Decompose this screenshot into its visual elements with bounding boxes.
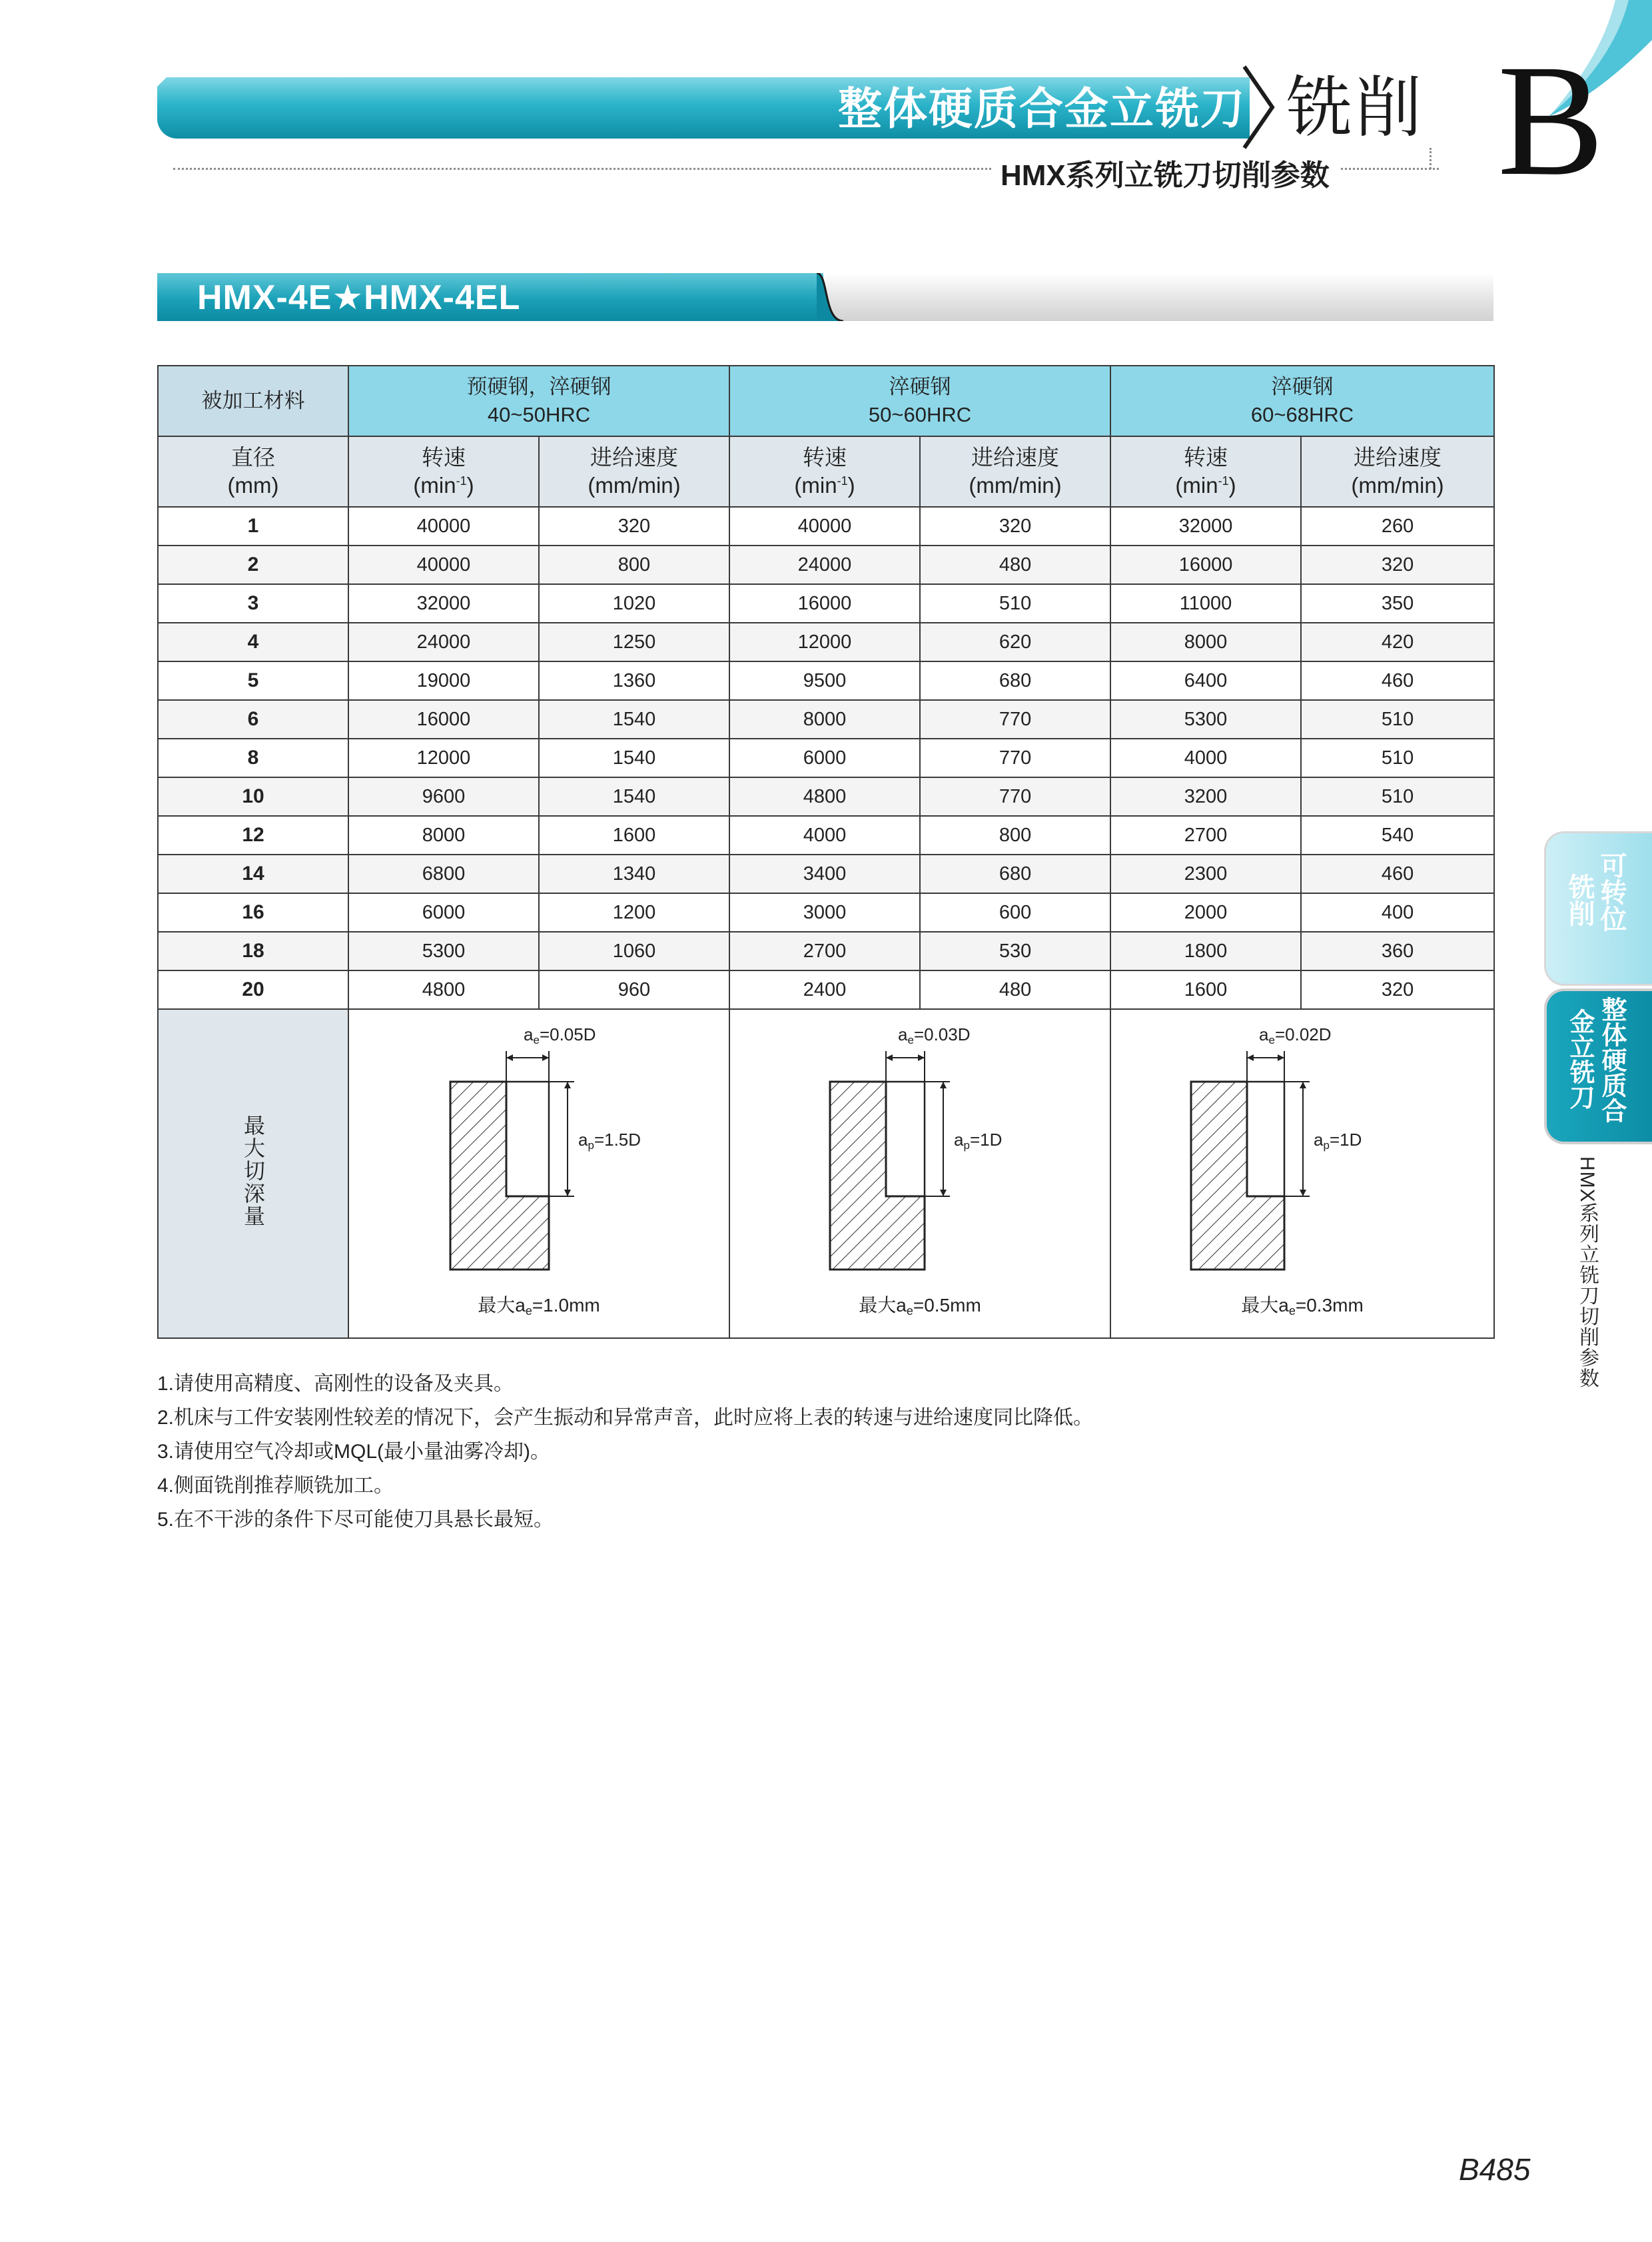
diameter-cell: 5 — [158, 661, 348, 700]
depth-diagram-cell — [348, 1009, 729, 1338]
diameter-cell: 2 — [158, 546, 348, 584]
diameter-label: 直径 — [231, 445, 275, 470]
table-row — [158, 584, 1494, 623]
speed-cell: 1600 — [1110, 970, 1301, 1009]
feed-cell: 600 — [920, 893, 1110, 932]
max-ae-caption: 最大$a_e=0.5mm$ — [859, 1295, 981, 1317]
feed-cell: 1540 — [539, 700, 729, 739]
table-row — [158, 739, 1494, 777]
speed-cell: 40000 — [729, 507, 920, 546]
material-name: 预硬钢，淬硬钢 — [466, 375, 612, 398]
speed-cell: 5300 — [1110, 700, 1301, 739]
material-hardness: 50~60HRC — [868, 403, 972, 426]
feed-cell: 530 — [920, 932, 1110, 970]
feed-cell: 420 — [1301, 623, 1494, 661]
depth-diagram — [1111, 1010, 1493, 1337]
feed-label: 进给速度 — [1354, 445, 1442, 470]
diameter-cell: 3 — [158, 584, 348, 623]
speed-cell: 4800 — [729, 777, 920, 816]
table-row — [158, 893, 1494, 932]
feed-cell: 510 — [920, 584, 1110, 623]
material-hardness: 40~50HRC — [487, 403, 591, 426]
speed-cell: 6000 — [348, 893, 539, 932]
feed-cell: 350 — [1301, 584, 1494, 623]
side-tab-text: 整体硬质合 — [1597, 996, 1625, 1123]
note-item: 4.侧面铣削推荐顺铣加工。 — [157, 1475, 394, 1497]
diameter-cell: 14 — [158, 855, 348, 893]
speed-cell: 2700 — [729, 932, 920, 970]
feed-cell: 770 — [920, 777, 1110, 816]
speed-cell: 12000 — [348, 739, 539, 777]
header-subtitle: HMX系列立铣刀切削参数 — [991, 157, 1339, 194]
section-title: HMX-4E★HMX-4EL — [197, 278, 521, 317]
speed-cell: 8000 — [348, 816, 539, 855]
table-row — [158, 855, 1494, 893]
table-row — [158, 546, 1494, 584]
feed-cell: 1360 — [539, 661, 729, 700]
speed-cell: 24000 — [348, 623, 539, 661]
chevron-right-icon — [1240, 64, 1283, 151]
feed-label: 进给速度 — [971, 445, 1059, 470]
speed-cell: 2000 — [1110, 893, 1301, 932]
diameter-header — [158, 436, 348, 507]
note-item: 1.请使用高精度、高刚性的设备及夹具。 — [157, 1373, 514, 1395]
feed-cell: 480 — [920, 970, 1110, 1009]
feed-cell: 620 — [920, 623, 1110, 661]
diameter-cell: 4 — [158, 623, 348, 661]
feed-cell: 260 — [1301, 507, 1494, 546]
depth-label-cell — [158, 1009, 348, 1338]
feed-cell: 960 — [539, 970, 729, 1009]
header-title: 整体硬质合金立铣刀 — [838, 84, 1246, 133]
speed-header — [1110, 436, 1301, 507]
diameter-unit: (mm) — [227, 473, 279, 498]
max-ae-caption: 最大$a_e=0.3mm$ — [1241, 1295, 1364, 1317]
speed-cell: 4000 — [729, 816, 920, 855]
feed-cell: 510 — [1301, 700, 1494, 739]
speed-cell: 24000 — [729, 546, 920, 584]
speed-cell: 8000 — [1110, 623, 1301, 661]
feed-cell: 320 — [920, 507, 1110, 546]
speed-cell: 11000 — [1110, 584, 1301, 623]
depth-diagram-cell — [729, 1009, 1110, 1338]
ap-label: $a_p=1.5D$ — [578, 1130, 641, 1152]
side-tab-solid-carbide-endmill[interactable] — [1544, 988, 1652, 1144]
feed-cell: 510 — [1301, 739, 1494, 777]
ap-label: $a_p=1D$ — [954, 1130, 1003, 1152]
feed-header — [539, 436, 729, 507]
table-row — [158, 777, 1494, 816]
feed-cell: 770 — [920, 739, 1110, 777]
speed-cell: 12000 — [729, 623, 920, 661]
speed-header — [348, 436, 539, 507]
depth-diagram-cell — [1110, 1009, 1494, 1338]
feed-cell: 360 — [1301, 932, 1494, 970]
speed-cell: 5300 — [348, 932, 539, 970]
speed-cell: 9600 — [348, 777, 539, 816]
column-header-row — [158, 436, 1494, 507]
depth-label: 最大切深量 — [241, 1114, 265, 1228]
table-row — [158, 661, 1494, 700]
side-tab-text: 金立铣刀 — [1565, 1008, 1593, 1110]
speed-cell: 3200 — [1110, 777, 1301, 816]
feed-cell: 480 — [920, 546, 1110, 584]
speed-cell: 32000 — [1110, 507, 1301, 546]
ae-label: $a_e=0.02D$ — [1259, 1024, 1332, 1046]
speed-cell: 2400 — [729, 970, 920, 1009]
speed-cell: 16000 — [348, 700, 539, 739]
feed-cell: 320 — [1301, 546, 1494, 584]
speed-label: 转速 — [422, 445, 466, 470]
feed-label: 进给速度 — [590, 445, 678, 470]
speed-header — [729, 436, 920, 507]
header-divider-vertical — [1430, 148, 1432, 169]
feed-cell: 1540 — [539, 739, 729, 777]
speed-cell: 3000 — [729, 893, 920, 932]
note-item: 3.请使用空气冷却或MQL(最小量油雾冷却)。 — [157, 1441, 551, 1463]
speed-unit: $(\min^{-1})$ — [1175, 473, 1236, 498]
diameter-cell: 18 — [158, 932, 348, 970]
speed-cell: 2300 — [1110, 855, 1301, 893]
feed-cell: 770 — [920, 700, 1110, 739]
feed-cell: 460 — [1301, 661, 1494, 700]
feed-cell: 1060 — [539, 932, 729, 970]
feed-cell: 680 — [920, 855, 1110, 893]
speed-cell: 32000 — [348, 584, 539, 623]
ap-label: $a_p=1D$ — [1314, 1130, 1362, 1152]
material-header-row — [158, 366, 1494, 436]
depth-diagram-drawing — [349, 1010, 730, 1337]
feed-cell: 800 — [539, 546, 729, 584]
material-header — [729, 366, 1110, 436]
speed-unit: $(\min^{-1})$ — [413, 473, 474, 498]
speed-cell: 4000 — [1110, 739, 1301, 777]
table-row — [158, 932, 1494, 970]
header-category: 铣削 — [1286, 71, 1424, 145]
table-row — [158, 816, 1494, 855]
section-letter: B — [1497, 31, 1605, 208]
feed-cell: 1020 — [539, 584, 729, 623]
feed-cell: 540 — [1301, 816, 1494, 855]
table-row — [158, 507, 1494, 546]
speed-cell: 40000 — [348, 546, 539, 584]
section-tab-curve — [817, 273, 843, 321]
side-tab-indexable-milling[interactable] — [1544, 831, 1652, 986]
material-hardness: 60~68HRC — [1250, 403, 1354, 426]
feed-cell: 1250 — [539, 623, 729, 661]
diameter-cell: 10 — [158, 777, 348, 816]
ae-label: $a_e=0.03D$ — [898, 1024, 971, 1046]
max-ae-caption: 最大$a_e=1.0mm$ — [478, 1295, 600, 1317]
diameter-cell: 6 — [158, 700, 348, 739]
speed-cell: 16000 — [729, 584, 920, 623]
table-row — [158, 970, 1494, 1009]
speed-cell: 1800 — [1110, 932, 1301, 970]
speed-cell: 4800 — [348, 970, 539, 1009]
diameter-cell: 1 — [158, 507, 348, 546]
page-number: B485 — [1459, 2152, 1531, 2187]
diameter-cell: 20 — [158, 970, 348, 1009]
speed-cell: 3400 — [729, 855, 920, 893]
feed-header — [920, 436, 1110, 507]
feed-cell: 1600 — [539, 816, 729, 855]
speed-label: 转速 — [803, 445, 847, 470]
material-name: 淬硬钢 — [889, 375, 951, 398]
material-label: 被加工材料 — [158, 366, 348, 436]
material-name: 淬硬钢 — [1271, 375, 1334, 398]
feed-cell: 320 — [1301, 970, 1494, 1009]
depth-diagram-drawing — [1111, 1010, 1495, 1337]
feed-cell: 800 — [920, 816, 1110, 855]
feed-unit: (mm/min) — [1351, 473, 1444, 498]
feed-cell: 320 — [539, 507, 729, 546]
diameter-cell: 12 — [158, 816, 348, 855]
note-item: 2.机床与工件安装刚性较差的情况下，会产生振动和异常声音，此时应将上表的转速与进给速度同比降低。 — [157, 1407, 1094, 1429]
material-header — [348, 366, 729, 436]
depth-diagram — [349, 1010, 729, 1337]
side-description: HMX系列立铣刀切削参数 — [1576, 1156, 1598, 1389]
feed-cell: 1340 — [539, 855, 729, 893]
feed-cell: 400 — [1301, 893, 1494, 932]
feed-header — [1301, 436, 1494, 507]
feed-cell: 460 — [1301, 855, 1494, 893]
side-tab-text: 铣削 — [1565, 873, 1594, 927]
diameter-cell: 8 — [158, 739, 348, 777]
table-row — [158, 700, 1494, 739]
speed-cell: 2700 — [1110, 816, 1301, 855]
table-row — [158, 623, 1494, 661]
speed-cell: 16000 — [1110, 546, 1301, 584]
depth-row — [158, 1009, 1494, 1338]
notes-list — [157, 1367, 1093, 1537]
speed-cell: 8000 — [729, 700, 920, 739]
feed-cell: 680 — [920, 661, 1110, 700]
speed-cell: 6000 — [729, 739, 920, 777]
speed-cell: 40000 — [348, 507, 539, 546]
speed-cell: 6800 — [348, 855, 539, 893]
depth-diagram — [730, 1010, 1110, 1337]
side-tab-text: 可转位 — [1597, 852, 1626, 932]
speed-unit: $(\min^{-1})$ — [794, 473, 855, 498]
table-body — [158, 507, 1494, 1009]
speed-label: 转速 — [1184, 445, 1228, 470]
ae-label: $a_e=0.05D$ — [524, 1024, 596, 1046]
speed-cell: 9500 — [729, 661, 920, 700]
cutting-parameter-table — [157, 365, 1495, 1339]
note-item: 5.在不干涉的条件下尽可能使刀具悬长最短。 — [157, 1509, 554, 1531]
feed-unit: (mm/min) — [588, 473, 681, 498]
feed-cell: 1200 — [539, 893, 729, 932]
depth-diagram-drawing — [730, 1010, 1111, 1337]
feed-unit: (mm/min) — [969, 473, 1062, 498]
diameter-cell: 16 — [158, 893, 348, 932]
feed-cell: 1540 — [539, 777, 729, 816]
material-header — [1110, 366, 1494, 436]
speed-cell: 19000 — [348, 661, 539, 700]
speed-cell: 6400 — [1110, 661, 1301, 700]
feed-cell: 510 — [1301, 777, 1494, 816]
